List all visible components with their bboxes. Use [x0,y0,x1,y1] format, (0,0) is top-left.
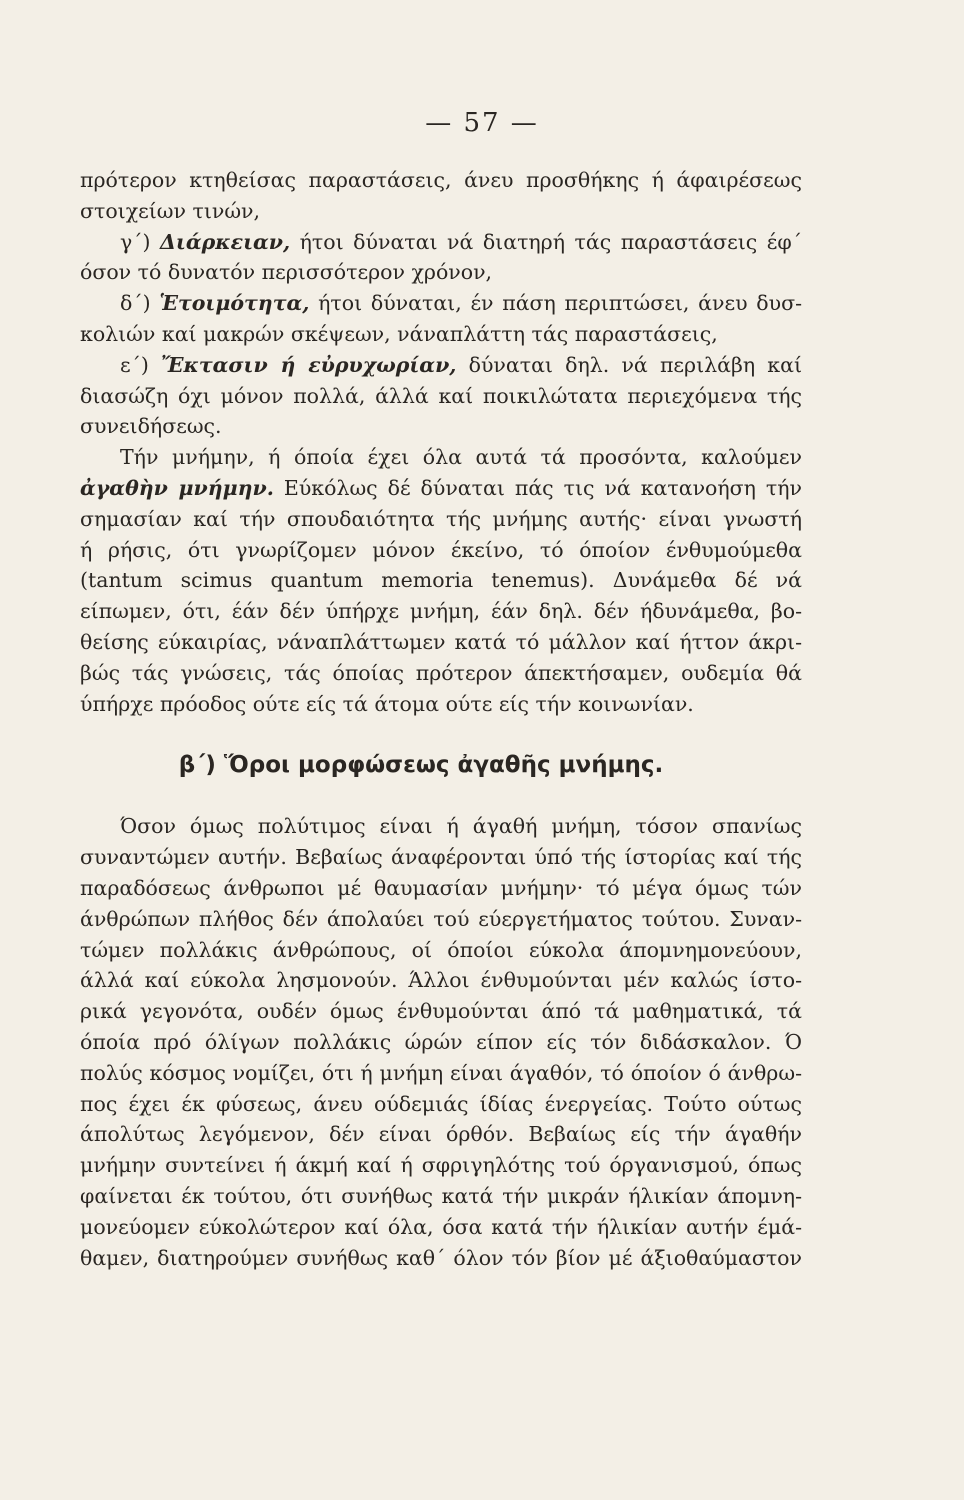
body-text [80,165,802,1273]
text-line: στοιχείων τινών, [80,198,261,223]
paragraph-block-2 [80,811,802,1273]
line-rest: δύναται δηλ. νά περιλάβη καί [456,352,802,377]
text-line: διασώζη όχι μόνον πολλά, άλλά καί ποικιλώτατα περιεχόμενα τής [80,383,802,408]
text-line: θαμεν, διατηρούμεν συνήθως καθ΄ όλον τόν βίον μέ άξιοθαύμαστον [80,1245,802,1270]
line-prefix: γ΄) [120,229,161,254]
section-heading: β΄) Ὅροι μορφώσεως ἀγαθῆς μνήμης. [178,752,664,779]
text-line: όσον τό δυνατόν περισσότερον χρόνον, [80,260,493,285]
page-number: — 57 — [425,108,539,138]
text-line: ή ρήσις, ότι γνωρίζομεν μόνον έκείνο, τό όποίον ένθυμούμεθα [80,537,802,562]
emphasized-term: Διάρκειαν, [160,229,291,254]
text-line: (tantum scimus quantum memoria tenemus). Δυνάμεθα δέ νά [80,568,802,593]
text-line [80,350,802,381]
emphasized-term: Ἑτοιμότητα, [159,291,310,316]
line-rest: Εύκόλως δέ δύναται πάς τις νά κατανοήση τήν [273,475,802,500]
text-line: πολύς κόσμος νομίζει, ότι ή μνήμη είναι άγαθόν, τό όποίον ό άνθρω- [80,1060,802,1085]
emphasized-term: ἀγαθὴν μνήμην. [80,475,274,500]
text-line [80,288,802,319]
text-line: βώς τάς γνώσεις, τάς όποίας πρότερον άπεκτήσαμεν, ουδεμία θά [80,660,802,685]
text-line: Όσον όμως πολύτιμος είναι ή άγαθή μνήμη, τόσον σπανίως [120,814,802,839]
text-line: σημασίαν καί τήν σπουδαιότητα τής μνήμης αυτής· είναι γνωστή [80,506,802,531]
text-line: θείσης εύκαιρίας, νάναπλάττωμεν κατά τό μάλλον καί ήττον άκρι- [80,629,802,654]
paragraph-block-1 [80,165,802,719]
line-prefix: δ΄) [120,291,160,316]
text-line: άλλά καί εύκολα λησμονούν. Άλλοι ένθυμούνται μέν καλώς ίστο- [80,968,802,993]
text-line: άπολύτως λεγόμενον, δέν είναι όρθόν. Βεβαίως είς τήν άγαθήν [80,1122,802,1147]
text-line: τώμεν πολλάκις άνθρώπους, οί όποίοι εύκολα άπομνημονεύουν, [80,937,802,962]
text-line: συνειδήσεως. [80,414,222,439]
line-prefix: ε΄) [120,352,162,377]
text-line: Τήν μνήμην, ή όποία έχει όλα αυτά τά προσόντα, καλούμεν [120,445,802,470]
text-line: κολιών καί μακρών σκέψεων, νάναπλάττη τάς παραστάσεις, [80,321,718,346]
text-line: όποία πρό όλίγων πολλάκις ώρών είπον είς τόν διδάσκαλον. Ό [80,1029,802,1054]
text-line: συναντώμεν αυτήν. Βεβαίως άναφέρονται ύπό τής ίστορίας καί τής [80,845,802,870]
text-line [80,473,802,504]
text-line: είπωμεν, ότι, έάν δέν ύπήρχε μνήμη, έάν δηλ. δέν ήδυνάμεθα, βο- [80,599,802,624]
text-line [80,227,802,258]
text-line: παραδόσεως άνθρωποι μέ θαυμασίαν μνήμην· τό μέγα όμως τών [80,875,802,900]
text-line: πρότερον κτηθείσας παραστάσεις, άνευ προσθήκης ή άφαιρέσεως [80,168,802,192]
text-line: φαίνεται έκ τούτου, ότι συνήθως κατά τήν μικράν ήλικίαν άπομνη- [80,1183,802,1208]
line-rest: ήτοι δύναται, έν πάση περιπτώσει, άνευ δυσ- [309,291,802,316]
text-line: ρικά γεγονότα, ουδέν όμως ένθυμούνται άπό τά μαθηματικά, τά [80,999,802,1024]
text-line: άνθρώπων πλήθος δέν άπολαύει τού εύεργετήματος τούτου. Συναν- [80,906,802,931]
text-line: μνήμην συντείνει ή άκμή καί ή σφριγηλότης τού όργανισμού, όπως [80,1153,802,1178]
text-line: μονεύομεν εύκολώτερον καί όλα, όσα κατά τήν ήλικίαν αυτήν έμά- [80,1214,802,1239]
text-line: ύπήρχε πρόοδος ούτε είς τά άτομα ούτε είς τήν κοινωνίαν. [80,691,694,716]
line-rest: ήτοι δύναται νά διατηρή τάς παραστάσεις έφ΄ [290,229,802,254]
text-line: πος έχει έκ φύσεως, άνευ ούδεμιάς ίδίας ένεργείας. Τούτο ούτως [80,1091,802,1116]
emphasized-term: Ἔκτασιν ή εὐρυχωρίαν, [161,352,457,377]
